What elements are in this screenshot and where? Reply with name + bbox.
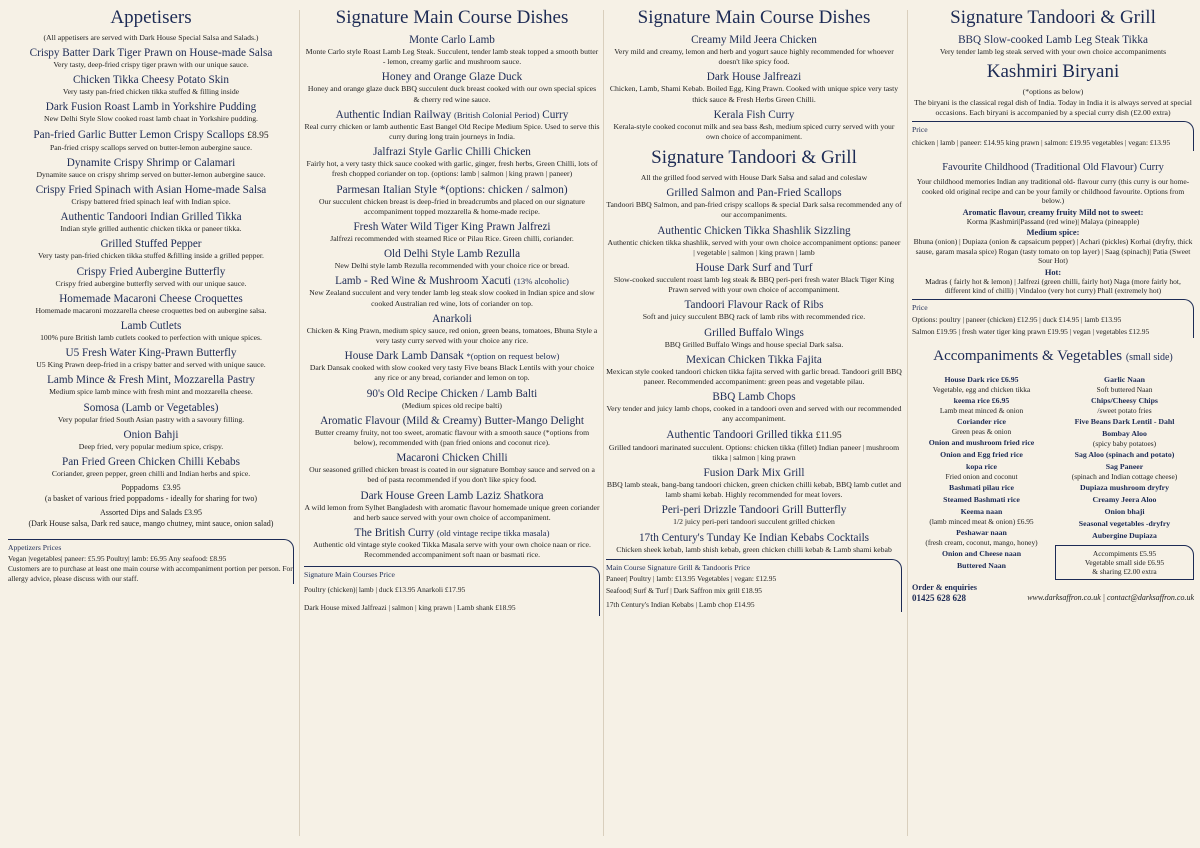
item-desc: Crispy battered fried spinach leaf with Indian spice. <box>71 197 231 207</box>
item-desc: 100% pure British lamb cutlets cooked to perfection with unique spices. <box>40 333 262 343</box>
accompaniments-price-box <box>1055 545 1194 580</box>
main-course-heading-1: Signature Main Course Dishes <box>335 7 569 28</box>
accompaniment-desc: Soft buttered Naan <box>1096 384 1153 394</box>
item-desc: Butter creamy fruity, not too sweet, aromatic flavour with a smooth sauce (*options from below), recommended with (pan fried onions and coconut rice). <box>314 427 590 448</box>
right-column <box>912 6 1194 842</box>
item-name: Anarkoli <box>432 312 472 325</box>
menu-item <box>606 531 902 555</box>
accompaniment-name: Onion and mushroom fried rice <box>928 438 1035 448</box>
menu-item <box>606 224 902 258</box>
appetisers-prices-note: Customers are to purchase at least one main course with accompaniment portion per person. For allergy advice, please discuss with our staff. <box>8 564 293 584</box>
menu-item <box>304 489 600 523</box>
menu-item <box>606 503 902 527</box>
biryani-desc: The biryani is the classical regal dish of India. Today in India it is always served at special occasions. Each biryani is accompanied by a special curry dish (£2.00 extra) <box>914 98 1192 118</box>
accompaniment-name: Keema naan <box>960 507 1003 517</box>
medium-heading: Medium spice: <box>1026 228 1080 238</box>
column-divider <box>603 10 604 836</box>
item-desc: New Delhi Style Slow cooked roast lamb chaat in Yorkshire pudding. <box>44 114 258 124</box>
item-desc: BBQ lamb steak, bang-bang tandoori chicken, green chicken chilli kebab, BBQ lamb cutlet and lamb shami kebab. Highly recommended for meat lovers. <box>606 480 902 500</box>
grill-prices-title: Main Course Signature Grill & Tandooris Price <box>606 562 751 572</box>
item-desc: Real curry chicken or lamb authentic East Bangel Old Recipe Medium Spice. Used to serve this curry during long train journeys in India. <box>304 121 600 142</box>
item-desc: Pan-fried crispy scallops served on butter-lemon aubergine sauce. <box>49 142 253 152</box>
item-desc: Grilled tandoori marinated succulent. Options: chicken tikka (fillet) Indian paneer | mushroom tikka | salmon | king prawn <box>608 442 900 462</box>
grill-prices-box <box>606 559 902 612</box>
item-desc: Slow-cooked succulent roast lamb leg steak & BBQ peri-peri fresh water Black Tiger King Prawn served with your own choice of accompaniment. <box>613 275 895 295</box>
accompaniment-name: Onion and Egg fried rice <box>940 450 1023 460</box>
menu-item <box>606 33 902 67</box>
item-name: Authentic Tandoori Indian Grilled Tikka <box>60 211 242 224</box>
item-name: Homemade Macaroni Cheese Croquettes <box>59 292 243 305</box>
menu-item <box>304 312 600 346</box>
accompaniment-name: House Dark rice £6.95 <box>944 375 1019 385</box>
biryani-prices-line: chicken | lamb | paneer: £14.95 king prawn | salmon: £19.95 vegetables | vegan: £13.95 <box>912 138 1171 148</box>
item-desc: Very mild and creamy, lemon and herb and yogurt sauce highly recommended for whoever doesn't like spicy food. <box>614 47 894 67</box>
item-name: The British Curry (old vintage recipe tikka masala) <box>354 527 550 540</box>
accompaniment-desc: (lamb minced meat & onion) £6.95 <box>929 516 1034 526</box>
item-name: Dark House Jalfreazi <box>706 71 802 84</box>
item-desc: Homemade macaroni mozzarella cheese croquettes bed on aubergine salsa. <box>35 305 267 315</box>
accompaniment-name: Aubergine Dupiaza <box>1092 531 1157 541</box>
accompaniment-name: Chips/Cheesy Chips <box>1091 396 1158 406</box>
item-name: Dark Fusion Roast Lamb in Yorkshire Pudding <box>45 101 257 114</box>
accompaniment-desc: (fresh cream, coconut, mango, honey) <box>925 537 1038 547</box>
menu-item <box>8 292 294 316</box>
hot-list: Madras ( fairly hot & lemon) | Jalfrezi (green chilli, fairly hot) Naga (more fairly hot, different kind of chilli) | Vindaloo (very hot curry) Phall (extremely hot) <box>925 276 1181 296</box>
accompaniment-desc: (spinach and Indian cottage cheese) <box>1071 471 1178 481</box>
item-name: Authentic Indian Railway (British Colonial Period) Curry <box>335 108 569 121</box>
menu-item <box>606 353 902 387</box>
item-name: Authentic Chicken Tikka Shashlik Sizzling <box>657 224 851 237</box>
extras <box>8 483 294 529</box>
main-course-prices-title: Signature Main Courses Price <box>304 570 395 580</box>
menu-item <box>304 451 600 485</box>
menu-item <box>606 298 902 322</box>
biryani-prices-box <box>912 121 1194 151</box>
item-desc: Coriander, green pepper, green chilli and Indian herbs and spice. <box>51 469 251 479</box>
item-name: Somosa (Lamb or Vegetables) <box>83 401 219 414</box>
accompaniment-name: Creamy Jeera Aloo <box>1092 495 1157 505</box>
item-name: 90's Old Recipe Chicken / Lamb Balti <box>366 387 538 400</box>
item-desc: Kerala-style cooked coconut milk and sea bass &sh, medium spiced curry served with your own choice of accompaniment. <box>613 121 895 142</box>
item-price: £8.95 <box>247 130 269 141</box>
item-name: Dark House Green Lamb Laziz Shatkora <box>360 489 544 502</box>
accompaniment-desc: Lamb meat minced & onion <box>939 405 1024 415</box>
item-desc: Monte Carlo style Roast Lamb Leg Steak. Succulent, tender lamb steak topped a smooth butter - lemon, creamy garlic and mushroom sauce. <box>305 47 599 67</box>
item-name: Monte Carlo Lamb <box>409 34 495 46</box>
menu-item <box>606 390 902 424</box>
menu-item <box>304 108 600 142</box>
order-heading: Order & enquiries <box>912 582 977 592</box>
accompaniment-desc: /sweet potato fries <box>1097 405 1152 415</box>
accompaniments-veg-price: Vegetable small side £6.95 <box>1084 557 1165 567</box>
main-course-heading-2: Signature Main Course Dishes <box>637 7 871 28</box>
item-desc: Honey and orange glaze duck BBQ succulent duck breast cooked with our own special spices & cherry red wine sauce. <box>307 84 597 104</box>
main-course-column-2 <box>606 6 902 842</box>
item-desc: Dynamite sauce on crispy shrimp served on butter-lemon aubergine sauce. <box>36 169 266 179</box>
item-name: Peri-peri Drizzle Tandoori Grill Butterfly <box>661 504 847 517</box>
item-desc: Chicken sheek kebab, lamb shish kebab, green chicken chilli kebab & Lamb shami kebab <box>616 544 892 554</box>
menu-item <box>606 326 902 350</box>
menu-item <box>606 108 902 142</box>
item-desc: Authentic old vintage style cooked Tikka Masala serve with your own choice naan or rice. Recommended accompaniment soft naan or basmati rice. <box>313 540 591 560</box>
menu-item <box>606 428 902 463</box>
menu-item <box>304 414 600 448</box>
accompaniments-right <box>1055 373 1194 580</box>
item-desc: Tandoori BBQ Salmon, and pan-fried crispy scallops & special Dark salsa recommended any of our accompaniments. <box>606 200 902 220</box>
appetisers-list <box>8 46 294 479</box>
poppadoms-name: Poppadoms £3.95 <box>121 483 181 493</box>
accompaniments-sharing-price: & sharing £2.00 extra <box>1092 566 1157 576</box>
appetisers-prices-line: Vegan |vegetables| paneer: £5.95 Poultry| lamb: £6.95 Any seafood: £8.95 <box>8 554 227 564</box>
childhood-prices-box <box>912 299 1194 338</box>
menu-item <box>304 526 600 560</box>
item-name: Tandoori Flavour Rack of Ribs <box>684 299 824 312</box>
main-course-column-1 <box>304 6 600 842</box>
item-name: Crispy Fried Aubergine Butterfly <box>76 265 226 278</box>
item-desc: Mexican style cooked tandoori chicken tikka fajita served with garlic bread. Tandoori grill BBQ paneer. Recommended accompaniment: green peas and vegetable pilau. <box>606 366 902 387</box>
menu-item <box>8 128 294 153</box>
menu-item <box>8 401 294 425</box>
item-desc: Chicken, Lamb, Shami Kebab. Boiled Egg, King Prawn. Cooked with unique spice very tasty thick sauce & Fresh Herbs Green Chilli. <box>609 84 899 104</box>
item-desc: Very tender lamb leg steak served with your own choice accompaniments <box>939 47 1167 56</box>
item-name: Lamb Cutlets <box>120 320 182 333</box>
item-desc: Authentic chicken tikka shashlik, served with your own choice accompaniment options: paneer | vegetable | salmon | king prawn | lamb <box>607 237 901 257</box>
item-name: Grilled Stuffed Pepper <box>100 238 202 251</box>
appetisers-prices-box <box>8 539 294 584</box>
item-name: Crispy Fried Spinach with Asian Home-made Salsa <box>35 184 267 197</box>
item-desc: Crispy fried aubergine butterfly served with our unique sauce. <box>55 278 247 288</box>
appetisers-note: (All appetisers are served with Dark House Special Salsa and Salads.) <box>43 33 259 42</box>
aromatic-list: Korma |Kashmiri|Passand (red wine)| Malaya (pineapple) <box>966 216 1140 226</box>
accompaniment-name: Buttered Naan <box>956 561 1007 571</box>
main-course-prices-line-2: Dark House mixed Jalfreazi | salmon | king prawn | Lamb shank £18.95 <box>304 603 516 613</box>
accompaniments-price: Accompiments £5.95 <box>1092 548 1157 558</box>
aromatic-heading: Aromatic flavour, creamy fruity Mild not to sweet: <box>962 207 1144 217</box>
accompaniments-heading: Accompaniments & Vegetables (small side) <box>933 347 1173 364</box>
tandoori-heading: Signature Tandoori & Grill <box>651 147 857 169</box>
website-email[interactable]: www.darksaffron.co.uk | contact@darksaffron.co.uk <box>1027 592 1194 602</box>
item-desc: Deep fried, very popular medium spice, crispy. <box>78 441 224 451</box>
item-name: Pan-fried Garlic Butter Lemon Crispy Scallops £8.95 <box>33 128 269 141</box>
item-name: Lamb Mince & Fresh Mint, Mozzarella Pastry <box>47 374 255 387</box>
item-name: Jalfrazi Style Garlic Chilli Chicken <box>373 146 531 159</box>
menu-item <box>8 346 294 370</box>
accompaniment-name: Coriander rice <box>956 417 1006 427</box>
tandoori-heading-2: Signature Tandoori & Grill <box>950 7 1156 28</box>
item-desc: Fairly hot, a very tasty thick sauce cooked with garlic, ginger, fresh herbs, Green Chilli, lots of fresh chopped coriander on top. (options: lamb | salmon | king prawn | paneer) <box>306 159 598 179</box>
accompaniment-name: Five Beans Dark Lentil - Dahl <box>1074 417 1175 427</box>
tandoori-note: All the grilled food served with House Dark Salsa and salad and coleslaw <box>640 173 868 183</box>
menu-item <box>304 70 600 104</box>
menu-item <box>8 210 294 234</box>
item-desc: New Zealand succulent and very tender lamb leg steak slow cooked in Indian spice and slow cooked Australian red wine, lots of coriander on top. <box>309 288 595 308</box>
item-desc: 1/2 juicy peri-peri tandoori succulent grilled chicken <box>673 517 835 527</box>
item-desc: Dark Dansak cooked with slow cooked very tasty Five beans Black Lentils with your choice any rice or any bread, coriander and lemon on top. <box>309 363 595 383</box>
menu-item <box>8 455 294 479</box>
main-course-list-1 <box>304 33 600 560</box>
accompaniment-name: Bombay Aloo <box>1102 429 1147 439</box>
biryani-heading: Kashmiri Biryani <box>986 61 1120 83</box>
childhood-prices-line-1: Options: poultry | paneer (chicken) £12.95 | duck £14.95 | lamb £13.95 <box>912 314 1122 324</box>
main-course-prices-box <box>304 566 600 616</box>
menu-item <box>606 70 902 104</box>
menu-item <box>304 33 600 67</box>
item-name: Dynamite Crispy Shrimp or Calamari <box>66 156 236 169</box>
item-desc: Medium spice lamb mince with fresh mint and mozzarella cheese. <box>49 387 253 397</box>
menu-item <box>606 261 902 295</box>
menu-item <box>8 265 294 289</box>
item-name: House Dark Lamb Dansak *(option on request below) <box>344 350 560 363</box>
item-desc: BBQ Grilled Buffalo Wings and house special Dark salsa. <box>664 339 844 349</box>
grill-prices-line-3: 17th Century's Indian Kebabs | Lamb chop £14.95 <box>606 599 755 609</box>
accompaniment-name: Onion bhaji <box>1104 507 1145 517</box>
item-desc: Jalfrezi recommended with steamed Rice or Pilau Rice. Green chilli, coriander. <box>330 234 574 244</box>
accompaniment-name: Sag Paneer <box>1105 462 1144 472</box>
menu-item <box>606 186 902 220</box>
accompaniment-name: Steamed Bashmati rice <box>943 495 1020 505</box>
item-name: Onion Bahji <box>123 428 179 441</box>
menu-item <box>304 145 600 179</box>
item-name: Fresh Water Wild Tiger King Prawn Jalfrezi <box>353 221 551 234</box>
item-name: BBQ Lamb Chops <box>712 391 796 404</box>
appetisers-heading: Appetisers <box>110 7 192 28</box>
grill-prices-line-2: Seafood| Surf & Turf | Dark Saffron mix grill £18.95 <box>606 585 762 595</box>
menu-item <box>304 274 600 308</box>
item-desc: Very tasty, deep-fried crispy tiger prawn with our unique sauce. <box>53 60 249 69</box>
item-name: Fusion Dark Mix Grill <box>703 467 805 480</box>
menu-item <box>606 466 902 500</box>
grill-prices-line-1: Paneer| Poultry | lamb: £13.95 Vegetables | vegan: £12.95 <box>606 573 777 583</box>
item-desc: A wild lemon from Sylhet Bangladesh with aromatic flavour homemade unique green coriander and herb sauce served with your own choice of accompaniment. <box>304 502 600 522</box>
item-name: Crispy Batter Dark Tiger Prawn on House-made Salsa <box>29 47 273 59</box>
menu-item <box>912 33 1194 57</box>
column-divider <box>299 10 300 836</box>
item-price: £11.95 <box>815 430 842 441</box>
accompaniment-name: Dupiaza mushroom dryfry <box>1079 483 1170 493</box>
accompaniment-desc: Vegetable, egg and chicken tikka <box>932 384 1031 394</box>
medium-list: Bhuna (onion) | Dupiaza (onion & capsaicum pepper) | Achari (pickles) Korhai (dryfry, thick sause, garam masala spice) Rogan (tasty tomato on top layer) | Saag (spinach)| Patia (Sweet Sour Hot) <box>913 237 1193 266</box>
item-desc: (Medium spices old recipe balti) <box>402 400 502 410</box>
item-name: Aromatic Flavour (Mild & Creamy) Butter-Mango Delight <box>320 414 584 427</box>
item-name: Chicken Tikka Cheesy Potato Skin <box>72 74 229 87</box>
item-name: BBQ Slow-cooked Lamb Leg Steak Tikka <box>958 34 1148 46</box>
childhood-heading: Favourite Childhood (Traditional Old Flavour) Curry <box>942 162 1164 174</box>
item-desc: Very tender and juicy lamb chops, cooked in a tandoori oven and served with our recommended any accompaniment. <box>606 404 902 424</box>
item-desc: Very popular fried South Asian pastry with a savoury filling. <box>57 414 245 424</box>
item-name: Creamy Mild Jeera Chicken <box>691 34 817 46</box>
menu-item <box>304 387 600 411</box>
item-desc: New Delhi style lamb Rezulla recommended with your choice rice or bread. <box>334 261 570 271</box>
menu-item <box>8 183 294 207</box>
accompaniment-desc: Fried onion and coconut <box>945 471 1018 481</box>
poppadoms-desc: (a basket of various fried poppadoms - ideally for sharing for two) <box>44 493 258 503</box>
childhood-desc: Your childhood memories Indian any traditional old- flavour curry (this curry is our home-cooked old original recipe and can be your family or childhood favourite. Options from below.) <box>916 177 1190 206</box>
phone-number[interactable]: 01425 628 628 <box>912 592 966 603</box>
accompaniment-name: Onion and Cheese naan <box>941 549 1022 559</box>
biryani-options: (*options as below) <box>1022 87 1084 97</box>
accompaniments-right-list <box>1055 375 1194 541</box>
item-name: Grilled Buffalo Wings <box>704 326 804 339</box>
item-desc: Our succulent chicken breast is deep-fried in breadcrumbs and placed on our signature accompaniment topped mozzarella & home-made recipe. <box>319 196 585 216</box>
item-name: U5 Fresh Water King-Prawn Butterfly <box>65 347 237 360</box>
accompaniment-name: Bashmati pilau rice <box>949 483 1014 493</box>
item-name: Authentic Tandoori Grilled tikka £11.95 <box>666 428 842 441</box>
menu-item <box>8 73 294 97</box>
menu-item <box>304 349 600 383</box>
menu-item <box>8 428 294 452</box>
childhood-prices-line-2: Salmon £19.95 | fresh water tiger king prawn £19.95 | vegan | vegetables £12.95 <box>912 326 1150 336</box>
dips-desc: (Dark House salsa, Dark red sauce, mango chutney, mint sauce, onion salad) <box>28 518 274 528</box>
item-desc: Indian style grilled authentic chicken tikka or paneer tikka. <box>60 224 242 234</box>
menu-item <box>304 220 600 244</box>
main-course-prices-line-1: Poultry (chicken)| lamb | duck £13.95 Anarkoli £17.95 <box>304 585 466 595</box>
accompaniment-name: Peshawar naan <box>956 528 1007 538</box>
menu-item <box>8 319 294 343</box>
item-desc: Soft and juicy succulent BBQ rack of lamb ribs with recommended rice. <box>642 312 866 322</box>
item-name: Old Delhi Style Lamb Rezulla <box>383 248 521 261</box>
menu-item <box>8 156 294 180</box>
accompaniment-name: Sag Aloo (spinach and potato) <box>1074 450 1175 460</box>
item-name: Lamb - Red Wine & Mushroom Xacuti (13% alcoholic) <box>335 275 569 288</box>
item-desc: Our seasoned grilled chicken breast is coated in our signature Bombay sauce and served on a bed of pasta recommended if you don't like spicy food. <box>309 465 595 485</box>
item-name: Parmesan Italian Style *(options: chicken / salmon) <box>336 183 568 196</box>
item-desc: U5 King Prawn deep-fried in a crispy batter and served with unique sauce. <box>36 360 266 370</box>
item-name: Mexican Chicken Tikka Fajita <box>686 353 822 366</box>
item-name: Pan Fried Green Chicken Chilli Kebabs <box>61 456 241 469</box>
menu-item <box>304 247 600 271</box>
accompaniments-left <box>912 373 1051 580</box>
item-desc: Very tasty pan-fried chicken tikka stuffed &filling inside a grilled pepper. <box>38 251 264 261</box>
item-name: Honey and Orange Glaze Duck <box>381 71 523 84</box>
accompaniment-name: kopa rice <box>966 462 997 472</box>
accompaniment-name: Seasonal vegetables -dryfry <box>1078 519 1171 529</box>
menu-item <box>8 100 294 124</box>
item-name: House Dark Surf and Turf <box>695 262 813 275</box>
item-name: 17th Century's Tunday Ke Indian Kebabs Cocktails <box>638 531 870 544</box>
dips-name: Assorted Dips and Salads £3.95 <box>100 508 202 518</box>
item-name: Macaroni Chicken Chilli <box>396 452 508 465</box>
tandoori-list <box>606 186 902 555</box>
accompaniment-name: keema rice £6.95 <box>953 396 1010 406</box>
column-divider <box>907 10 908 836</box>
hot-heading: Hot: <box>1044 267 1062 277</box>
appetisers-column <box>8 6 294 842</box>
contact-row <box>912 593 1194 603</box>
item-desc: Very tasty pan-fried chicken tikka stuffed & filling inside <box>62 87 240 97</box>
appetisers-prices-title: Appetizers Prices <box>8 543 62 553</box>
menu-item <box>8 373 294 397</box>
accompaniment-desc: Green peas & onion <box>951 426 1012 436</box>
accompaniment-desc: (spicy baby potatoes) <box>1092 438 1157 448</box>
accompaniments-grid <box>912 373 1194 580</box>
menu-item <box>304 183 600 217</box>
main-course-list-2 <box>606 33 902 142</box>
item-desc: Chicken & King Prawn, medium spicy sauce, red onion, green beans, tomatoes, Bhuna Style a very tasty curry served with your choice any rice. <box>306 325 598 346</box>
childhood-prices-title: Price <box>912 302 928 312</box>
item-name: Kerala Fish Curry <box>713 108 795 121</box>
menu-item <box>8 237 294 261</box>
item-name: Grilled Salmon and Pan-Fried Scallops <box>666 187 842 200</box>
biryani-prices-title: Price <box>912 125 928 135</box>
accompaniment-name: Garlic Naan <box>1104 375 1145 385</box>
menu-item <box>8 46 294 70</box>
